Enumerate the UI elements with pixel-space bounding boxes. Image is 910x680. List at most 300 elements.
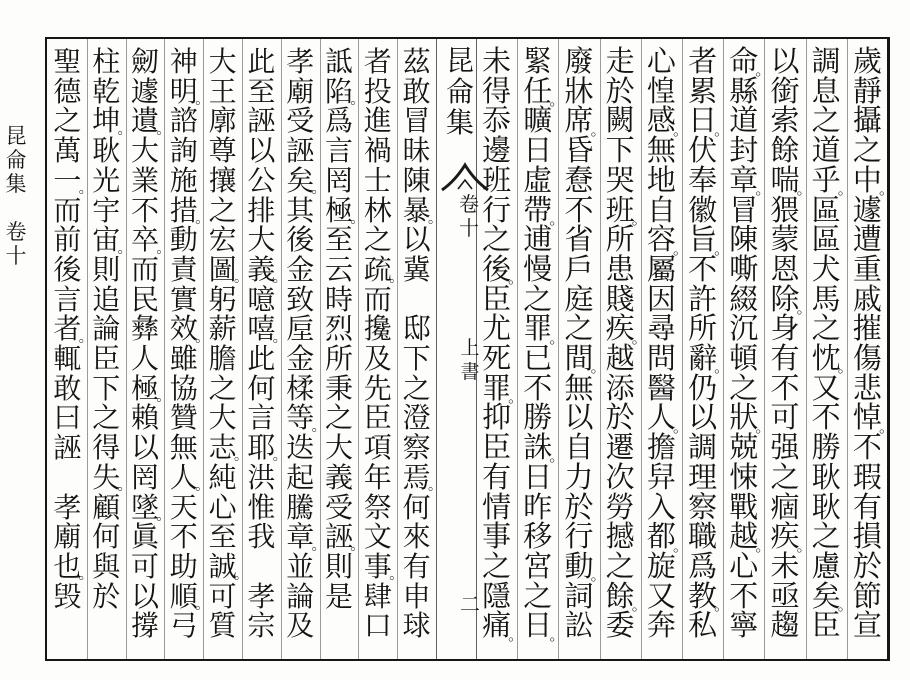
glyph: 索 <box>770 103 800 138</box>
glyph: 可 <box>770 400 800 435</box>
punctuation-circle: 。 <box>156 507 171 524</box>
glyph: 業 <box>130 163 159 197</box>
glyph: 聖 <box>53 45 82 78</box>
glyph: 狀 <box>729 400 759 435</box>
glyph: 罪 <box>523 311 553 346</box>
glyph: 得 <box>482 73 512 108</box>
glyph: 疾 <box>605 311 635 346</box>
glyph: 及 <box>363 342 392 375</box>
punctuation-circle: 。 <box>714 595 730 614</box>
glyph: 未 <box>482 44 512 78</box>
glyph: 詞 <box>564 578 594 613</box>
glyph: 卒 <box>130 223 159 257</box>
glyph: 誠 <box>208 549 237 583</box>
punctuation-circle: 。 <box>672 239 688 258</box>
glyph: 萬 <box>53 134 82 168</box>
glyph: 爲 <box>324 104 353 138</box>
glyph: 臣 <box>363 401 392 435</box>
punctuation-circle: 。 <box>427 210 442 227</box>
text-column <box>320 45 365 647</box>
glyph: 卷 <box>5 220 27 244</box>
glyph: 靜 <box>852 73 882 108</box>
glyph: 噫 <box>247 282 276 316</box>
glyph: 尊 <box>208 134 237 168</box>
glyph: 不 <box>811 400 841 435</box>
glyph: 攝 <box>852 103 882 138</box>
glyph: 容 <box>646 222 676 257</box>
glyph: 許 <box>688 281 718 316</box>
text-column <box>87 45 132 647</box>
glyph: 又 <box>646 578 676 613</box>
glyph: 痼 <box>770 489 800 524</box>
glyph: 遽 <box>852 192 882 227</box>
glyph: 不 <box>564 192 594 227</box>
punctuation-circle: 。 <box>78 329 93 346</box>
glyph: 之 <box>208 371 237 405</box>
punctuation-circle: 。 <box>549 328 565 347</box>
glyph: 舁 <box>646 459 676 494</box>
glyph: 自 <box>646 192 676 227</box>
glyph: 我 <box>247 520 276 554</box>
punctuation-circle: 。 <box>78 567 93 584</box>
glyph: 遽 <box>130 74 159 108</box>
glyph: 神 <box>169 45 198 78</box>
glyph: 言 <box>247 401 276 435</box>
glyph: 尋 <box>646 311 676 346</box>
glyph: 薪 <box>208 312 237 346</box>
glyph: 力 <box>564 459 594 494</box>
glyph: 孝 <box>286 45 315 78</box>
glyph: 人 <box>130 342 159 375</box>
glyph: 罔 <box>130 460 159 494</box>
punctuation-circle: 。 <box>233 567 248 584</box>
glyph: 後 <box>53 252 82 286</box>
glyph: 事 <box>363 549 392 583</box>
glyph: 亟 <box>770 578 800 613</box>
glyph: 至 <box>324 223 353 257</box>
glyph: 孝 <box>53 490 82 524</box>
glyph: 喘 <box>770 162 800 197</box>
glyph: 節 <box>852 578 882 613</box>
punctuation-circle: 。 <box>350 210 365 227</box>
glyph: 協 <box>169 371 198 405</box>
glyph: 宣 <box>852 608 882 643</box>
glyph: 封 <box>729 133 759 168</box>
text-column <box>476 44 524 647</box>
glyph: 集 <box>5 172 27 196</box>
glyph: 誣 <box>286 134 315 168</box>
glyph: 所 <box>688 311 718 346</box>
glyph: 誣 <box>324 520 353 554</box>
text-column <box>397 45 442 647</box>
glyph: 此 <box>247 342 276 375</box>
glyph: 區 <box>811 192 841 227</box>
glyph: 於 <box>605 73 635 108</box>
glyph: 誣 <box>53 431 82 465</box>
glyph: 理 <box>688 459 718 494</box>
glyph: 感 <box>646 103 676 138</box>
punctuation-circle: 。 <box>590 358 606 377</box>
punctuation-circle: 。 <box>311 537 326 554</box>
glyph: 賤 <box>605 281 635 316</box>
punctuation-circle: 。 <box>796 298 812 317</box>
punctuation-circle: 。 <box>549 447 565 466</box>
glyph: 文 <box>363 520 392 554</box>
glyph: 球 <box>402 609 431 643</box>
glyph: 也 <box>53 549 82 583</box>
glyph: 耿 <box>811 489 841 524</box>
glyph: 邊 <box>482 133 512 168</box>
punctuation-circle: 。 <box>755 180 771 199</box>
glyph: 昏 <box>564 133 594 168</box>
glyph: 楺 <box>286 371 315 405</box>
glyph: 秉 <box>324 371 353 405</box>
glyph: 席 <box>564 103 594 138</box>
glyph: 不 <box>770 370 800 405</box>
glyph: 帶 <box>523 192 553 227</box>
glyph: 不 <box>688 251 718 286</box>
glyph: 諮 <box>169 104 198 138</box>
glyph: 義 <box>324 460 353 494</box>
glyph: 明 <box>169 74 198 108</box>
glyph: 班 <box>605 192 635 227</box>
glyph: 越 <box>729 519 759 554</box>
glyph: 起 <box>286 460 315 494</box>
glyph: 冒 <box>402 104 431 138</box>
glyph: 詆 <box>324 45 353 78</box>
glyph: 不 <box>130 193 159 227</box>
glyph: 犬 <box>811 251 841 286</box>
punctuation-circle: 。 <box>508 388 524 407</box>
glyph: 惟 <box>247 490 276 524</box>
glyph: 冒 <box>729 192 759 227</box>
glyph: 臣 <box>482 430 512 465</box>
blank-space <box>397 285 436 315</box>
glyph: 奔 <box>646 608 676 643</box>
glyph: 尤 <box>482 311 512 346</box>
punctuation-circle: 。 <box>878 180 894 199</box>
glyph: 受 <box>286 104 315 138</box>
glyph: 擔 <box>646 430 676 465</box>
glyph: 前 <box>53 223 82 257</box>
glyph: 勝 <box>523 400 553 435</box>
glyph: 是 <box>324 579 353 613</box>
glyph: 圖 <box>208 252 237 286</box>
glyph: 有 <box>482 459 512 494</box>
glyph: 墜 <box>130 490 159 524</box>
text-column <box>641 44 688 647</box>
punctuation-circle: 。 <box>631 209 647 228</box>
glyph: 此 <box>247 45 276 78</box>
glyph: 者 <box>688 44 718 78</box>
glyph: 中 <box>852 162 882 197</box>
glyph: 者 <box>363 45 392 78</box>
glyph: 所 <box>605 222 635 257</box>
glyph: 日 <box>523 133 553 168</box>
glyph: 耿 <box>92 134 121 168</box>
glyph: 茲 <box>402 45 431 78</box>
glyph: 得 <box>92 431 121 465</box>
column-rule <box>436 39 437 659</box>
glyph: 大 <box>324 431 353 465</box>
punctuation-circle: 。 <box>755 536 771 555</box>
text-column <box>682 44 730 647</box>
glyph: 動 <box>564 548 594 583</box>
glyph: 旋 <box>646 548 676 583</box>
glyph: 之 <box>482 222 512 257</box>
glyph: 於 <box>852 548 882 583</box>
glyph: 廟 <box>53 520 82 554</box>
glyph: 遺 <box>130 104 159 138</box>
text-column <box>517 44 565 647</box>
glyph: 屬 <box>646 251 676 286</box>
glyph: 宗 <box>247 609 276 643</box>
glyph: 事 <box>482 519 512 554</box>
glyph: 傷 <box>852 341 882 375</box>
punctuation-circle: 。 <box>195 596 210 613</box>
punctuation-circle: 。 <box>672 120 688 139</box>
glyph: 奉 <box>688 162 718 197</box>
glyph: 之 <box>852 133 882 168</box>
glyph: 士 <box>363 163 392 197</box>
punctuation-circle: 。 <box>631 595 647 614</box>
glyph: 章 <box>286 520 315 554</box>
glyph: 書 <box>460 361 480 383</box>
glyph: 效 <box>169 312 198 346</box>
glyph: 未 <box>770 548 800 583</box>
glyph: 牀 <box>564 73 594 108</box>
punctuation-circle: 。 <box>549 625 565 644</box>
glyph: 追 <box>92 282 121 316</box>
glyph: 臣 <box>92 342 121 375</box>
text-column <box>558 44 606 647</box>
glyph: 人 <box>169 460 198 494</box>
glyph: 察 <box>402 431 431 465</box>
glyph: 悼 <box>852 400 882 435</box>
glyph: 廓 <box>208 104 237 138</box>
glyph: 悲 <box>852 370 882 405</box>
glyph: 敢 <box>402 74 431 108</box>
glyph: 則 <box>324 549 353 583</box>
glyph: 金 <box>286 342 315 375</box>
glyph: 庭 <box>564 281 594 316</box>
glyph: 慮 <box>811 548 841 583</box>
glyph: 忝 <box>482 103 512 138</box>
punctuation-circle: 。 <box>350 537 365 554</box>
glyph: 誣 <box>247 104 276 138</box>
glyph: 無 <box>564 370 594 405</box>
glyph: 進 <box>363 104 392 138</box>
glyph: 攘 <box>208 163 237 197</box>
glyph: 撐 <box>130 609 159 643</box>
glyph: 林 <box>363 193 392 227</box>
glyph: 日 <box>523 608 553 643</box>
glyph: 受 <box>324 490 353 524</box>
glyph: 排 <box>247 193 276 227</box>
glyph: 縣 <box>729 73 759 108</box>
punctuation-circle: 。 <box>117 478 132 495</box>
glyph: 責 <box>169 252 198 286</box>
punctuation-circle: 。 <box>195 478 210 495</box>
punctuation-circle: 。 <box>195 210 210 227</box>
glyph: 順 <box>169 579 198 613</box>
glyph: 之 <box>482 548 512 583</box>
glyph: 累 <box>688 73 718 108</box>
punctuation-circle: 。 <box>837 180 853 199</box>
glyph: 痛 <box>482 608 512 643</box>
glyph: 言 <box>53 282 82 316</box>
punctuation-circle: 。 <box>195 329 210 346</box>
glyph: 職 <box>688 519 718 554</box>
glyph: 先 <box>363 371 392 405</box>
glyph: 蒙 <box>770 222 800 257</box>
glyph: 虛 <box>523 162 553 197</box>
glyph: 悚 <box>729 459 759 494</box>
glyph: 患 <box>605 251 635 286</box>
glyph: 申 <box>402 579 431 613</box>
punctuation-circle: 。 <box>311 181 326 198</box>
glyph: 逋 <box>523 222 553 257</box>
glyph: 肆 <box>363 579 392 613</box>
glyph: 猥 <box>770 192 800 227</box>
glyph: 已 <box>523 341 553 375</box>
glyph: 徽 <box>688 192 718 227</box>
glyph: 身 <box>770 311 800 346</box>
glyph: 問 <box>646 341 676 375</box>
glyph: 措 <box>169 193 198 227</box>
glyph: 都 <box>646 519 676 554</box>
glyph: 並 <box>286 549 315 583</box>
glyph: 地 <box>646 162 676 197</box>
glyph: 以 <box>770 44 800 78</box>
glyph: 日 <box>523 459 553 494</box>
glyph: 餘 <box>605 578 635 613</box>
glyph: 陳 <box>402 163 431 197</box>
glyph: 矣 <box>811 578 841 613</box>
glyph: 十 <box>459 216 479 240</box>
glyph: 論 <box>286 579 315 613</box>
glyph: 上 <box>460 337 480 359</box>
glyph: 王 <box>208 74 237 108</box>
glyph: 不 <box>169 520 198 554</box>
glyph: 純 <box>208 460 237 494</box>
glyph: 區 <box>811 222 841 257</box>
glyph: 無 <box>169 431 198 465</box>
glyph: 以 <box>564 400 594 435</box>
glyph: 實 <box>169 282 198 316</box>
glyph: 餘 <box>770 133 800 168</box>
glyph: 醫 <box>646 370 676 405</box>
glyph: 云 <box>324 252 353 286</box>
glyph: 德 <box>53 74 82 108</box>
glyph: 天 <box>169 490 198 524</box>
glyph: 恩 <box>770 251 800 286</box>
glyph: 心 <box>646 44 676 78</box>
glyph: 乾 <box>92 74 121 108</box>
glyph: 攙 <box>363 312 392 346</box>
glyph: 之 <box>53 104 82 138</box>
glyph: 投 <box>363 74 392 108</box>
glyph: 之 <box>729 370 759 405</box>
glyph: 入 <box>646 489 676 524</box>
glyph: 瑕 <box>852 459 882 494</box>
glyph: 訟 <box>564 608 594 643</box>
glyph: 之 <box>811 311 841 346</box>
glyph: 宙 <box>92 223 121 257</box>
punctuation-circle: 。 <box>272 329 287 346</box>
glyph: 行 <box>564 519 594 554</box>
glyph: 之 <box>402 371 431 405</box>
glyph: 時 <box>324 282 353 316</box>
punctuation-circle: 。 <box>714 358 730 377</box>
glyph: 侖 <box>445 75 474 108</box>
glyph: 察 <box>688 489 718 524</box>
glyph: 强 <box>770 430 800 465</box>
glyph: 論 <box>92 312 121 346</box>
glyph: 其 <box>286 193 315 227</box>
punctuation-circle: 。 <box>549 209 565 228</box>
glyph: 民 <box>130 282 159 316</box>
glyph: 戚 <box>852 281 882 316</box>
glyph: 心 <box>208 490 237 524</box>
punctuation-circle: 。 <box>156 240 171 257</box>
glyph: 憃 <box>564 162 594 197</box>
glyph: 孝 <box>247 579 276 613</box>
glyph: 道 <box>729 103 759 138</box>
center-title <box>440 45 480 145</box>
glyph: 詢 <box>169 134 198 168</box>
glyph: 勞 <box>605 489 635 524</box>
glyph: 章 <box>729 162 759 197</box>
glyph: 之 <box>208 193 237 227</box>
punctuation-circle: 。 <box>549 91 565 110</box>
glyph: 昆 <box>445 44 474 77</box>
text-column <box>358 45 404 647</box>
glyph: 公 <box>247 163 276 197</box>
glyph: 之 <box>363 223 392 257</box>
glyph: 言 <box>324 134 353 168</box>
glyph: 冀 <box>402 252 431 286</box>
glyph: 遭 <box>852 222 882 257</box>
glyph: 祭 <box>363 490 392 524</box>
glyph: 弓 <box>169 609 198 643</box>
punctuation-circle: 。 <box>78 181 93 198</box>
glyph: 忱 <box>811 341 841 375</box>
punctuation-circle: 。 <box>796 536 812 555</box>
blank-space <box>48 463 87 493</box>
glyph: 於 <box>564 489 594 524</box>
glyph: 抑 <box>482 400 512 435</box>
punctuation-circle: 。 <box>311 418 326 435</box>
glyph: 質 <box>208 609 237 643</box>
glyph: 遷 <box>605 430 635 465</box>
glyph: 除 <box>770 281 800 316</box>
glyph: 劒 <box>130 45 159 78</box>
glyph: 不 <box>729 578 759 613</box>
glyph: 之 <box>523 578 553 613</box>
glyph: 惶 <box>646 73 676 108</box>
glyph: 之 <box>92 401 121 435</box>
glyph: 施 <box>169 163 198 197</box>
blank-space <box>2 196 30 220</box>
glyph: 任 <box>523 73 553 108</box>
glyph: 邸 <box>402 312 431 346</box>
glyph: 宇 <box>92 193 121 227</box>
glyph: 陷 <box>324 74 353 108</box>
glyph: 慢 <box>523 251 553 286</box>
punctuation-circle: 。 <box>755 61 771 80</box>
glyph: 所 <box>324 342 353 375</box>
